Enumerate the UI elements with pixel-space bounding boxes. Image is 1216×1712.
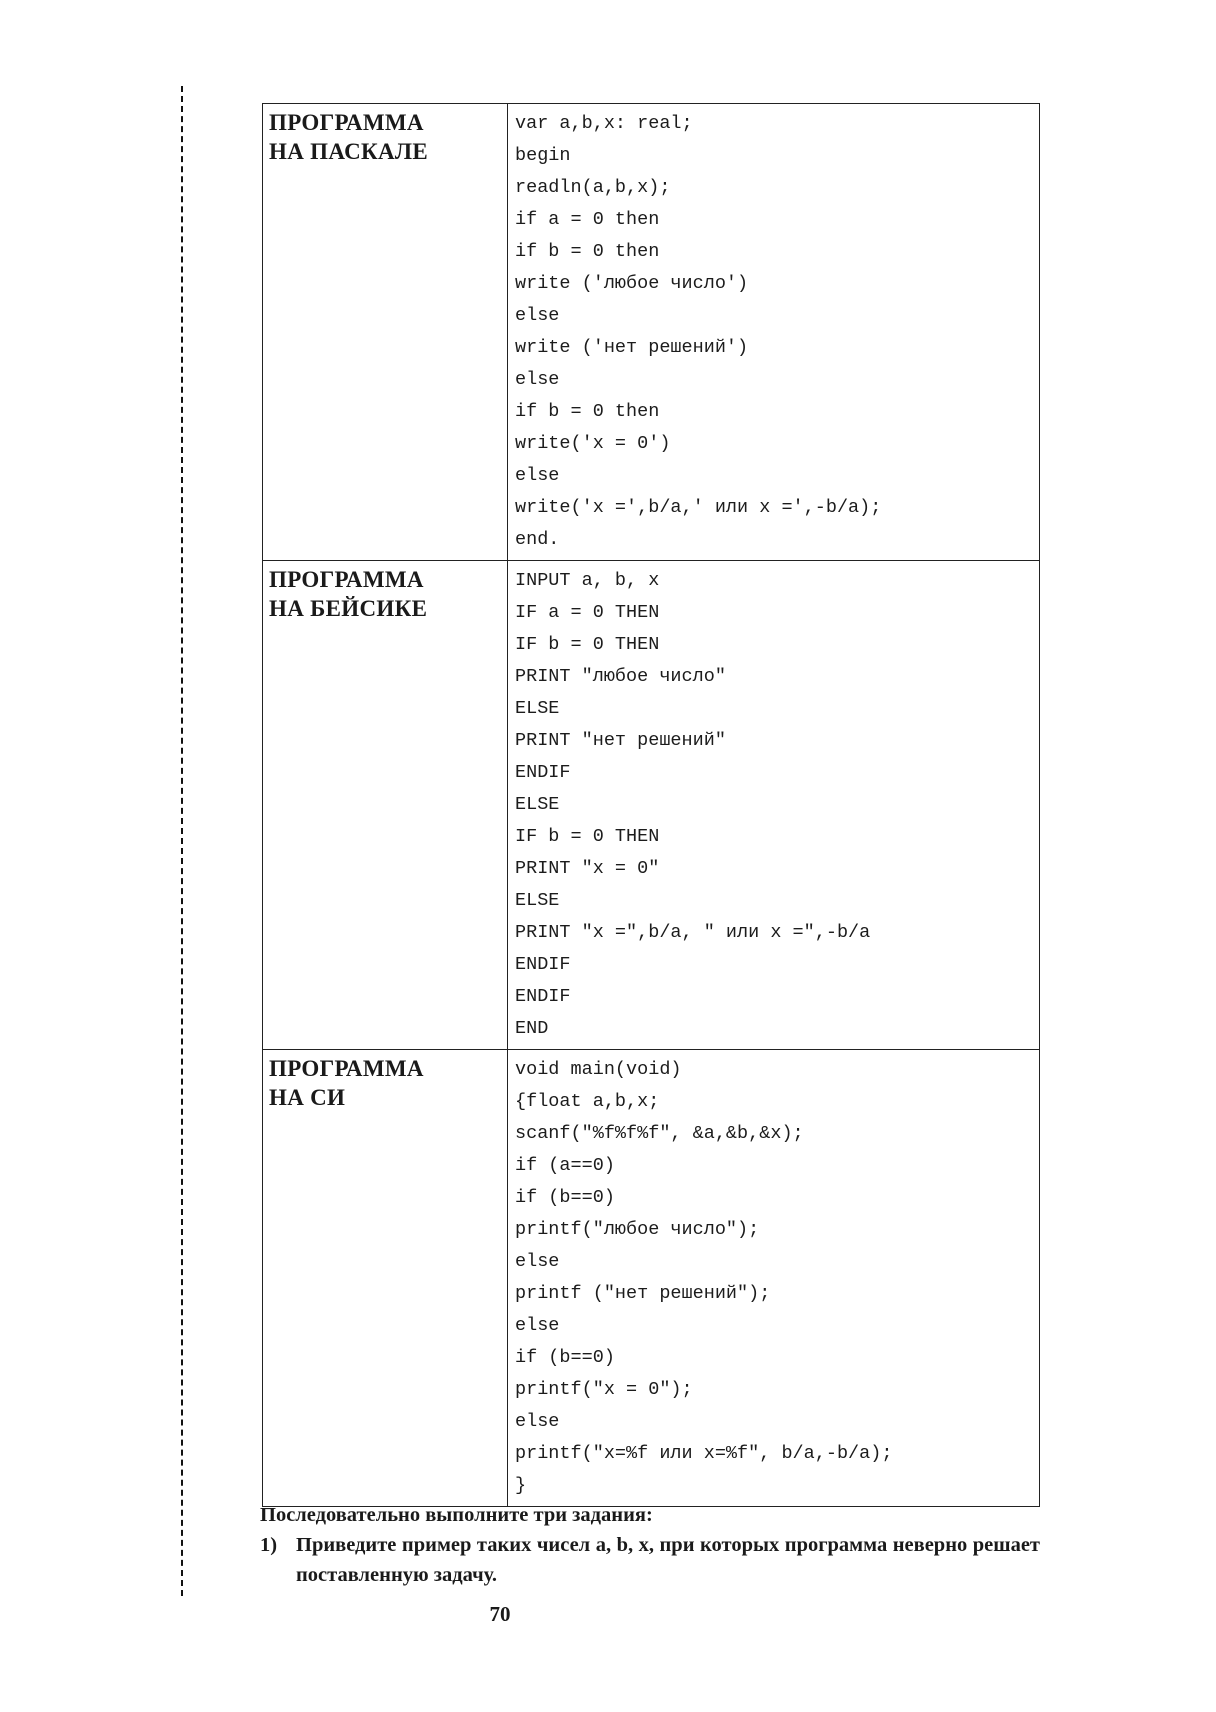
code-line: else: [515, 369, 560, 390]
code-line: ELSE: [515, 794, 560, 815]
code-line: PRINT "x =",b/a, " или x =",-b/a: [515, 922, 871, 943]
code-line: printf("x=%f или x=%f", b/a,-b/a);: [515, 1443, 893, 1464]
code-line: else: [515, 305, 560, 326]
task-text: Приведите пример таких чисел a, b, x, при которых программа неверно решает поставленную задачу.: [296, 1534, 1040, 1586]
code-line: void main(void): [515, 1059, 682, 1080]
code-line: ENDIF: [515, 762, 571, 783]
program-row-c: [263, 1050, 1040, 1507]
code-line: ENDIF: [515, 986, 571, 1007]
code-line: ELSE: [515, 890, 560, 911]
code-line: write('x = 0'): [515, 433, 671, 454]
program-code-basic: [508, 561, 1040, 1050]
code-line: PRINT "любое число": [515, 666, 726, 687]
code-line: END: [515, 1018, 549, 1039]
code-line: readln(a,b,x);: [515, 177, 671, 198]
code-line: printf ("нет решений");: [515, 1283, 771, 1304]
program-row-pascal: [263, 104, 1040, 561]
code-line: else: [515, 465, 560, 486]
code-line: printf("x = 0");: [515, 1379, 693, 1400]
program-table: [262, 103, 1040, 1507]
code-line: ELSE: [515, 698, 560, 719]
code-line: if (a==0): [515, 1155, 615, 1176]
code-line: else: [515, 1411, 560, 1432]
program-title-line1: ПРОГРАММА: [269, 567, 424, 592]
program-label-basic: [263, 561, 508, 1050]
program-row-basic: [263, 561, 1040, 1050]
code-line: IF a = 0 THEN: [515, 602, 660, 623]
code-line: printf("любое число");: [515, 1219, 760, 1240]
code-line: ENDIF: [515, 954, 571, 975]
code-line: if a = 0 then: [515, 209, 660, 230]
code-line: end.: [515, 529, 560, 550]
code-line: PRINT "нет решений": [515, 730, 726, 751]
code-line: else: [515, 1315, 560, 1336]
program-code-c: [508, 1050, 1040, 1507]
program-title-line2: НА СИ: [269, 1085, 346, 1110]
program-label-pascal: [263, 104, 508, 561]
task-1: [260, 1530, 1040, 1590]
instructions: [260, 1500, 1040, 1590]
program-code-pascal: [508, 104, 1040, 561]
program-label-c: [263, 1050, 508, 1507]
code-line: var a,b,x: real;: [515, 113, 693, 134]
task-number: 1): [260, 1534, 278, 1556]
instructions-intro: Последовательно выполните три задания:: [260, 1504, 653, 1526]
code-line: if b = 0 then: [515, 401, 660, 422]
code-line: write ('нет решений'): [515, 337, 749, 358]
cut-line: [181, 86, 183, 1596]
code-line: PRINT "x = 0": [515, 858, 660, 879]
code-line: scanf("%f%f%f", &a,&b,&x);: [515, 1123, 804, 1144]
code-line: IF b = 0 THEN: [515, 826, 660, 847]
code-line: begin: [515, 145, 571, 166]
program-title-line2: НА БЕЙСИКЕ: [269, 596, 428, 621]
program-title-line1: ПРОГРАММА: [269, 1056, 424, 1081]
code-line: INPUT a, b, x: [515, 570, 660, 591]
code-line: write('x =',b/a,' или x =',-b/a);: [515, 497, 882, 518]
code-line: if b = 0 then: [515, 241, 660, 262]
code-line: IF b = 0 THEN: [515, 634, 660, 655]
code-line: {float a,b,x;: [515, 1091, 660, 1112]
program-title-line1: ПРОГРАММА: [269, 110, 424, 135]
code-line: if (b==0): [515, 1347, 615, 1368]
code-line: else: [515, 1251, 560, 1272]
code-line: if (b==0): [515, 1187, 615, 1208]
code-line: write ('любое число'): [515, 273, 749, 294]
page-number: 70: [489, 1602, 511, 1626]
program-title-line2: НА ПАСКАЛЕ: [269, 139, 428, 164]
code-line: }: [515, 1475, 527, 1496]
